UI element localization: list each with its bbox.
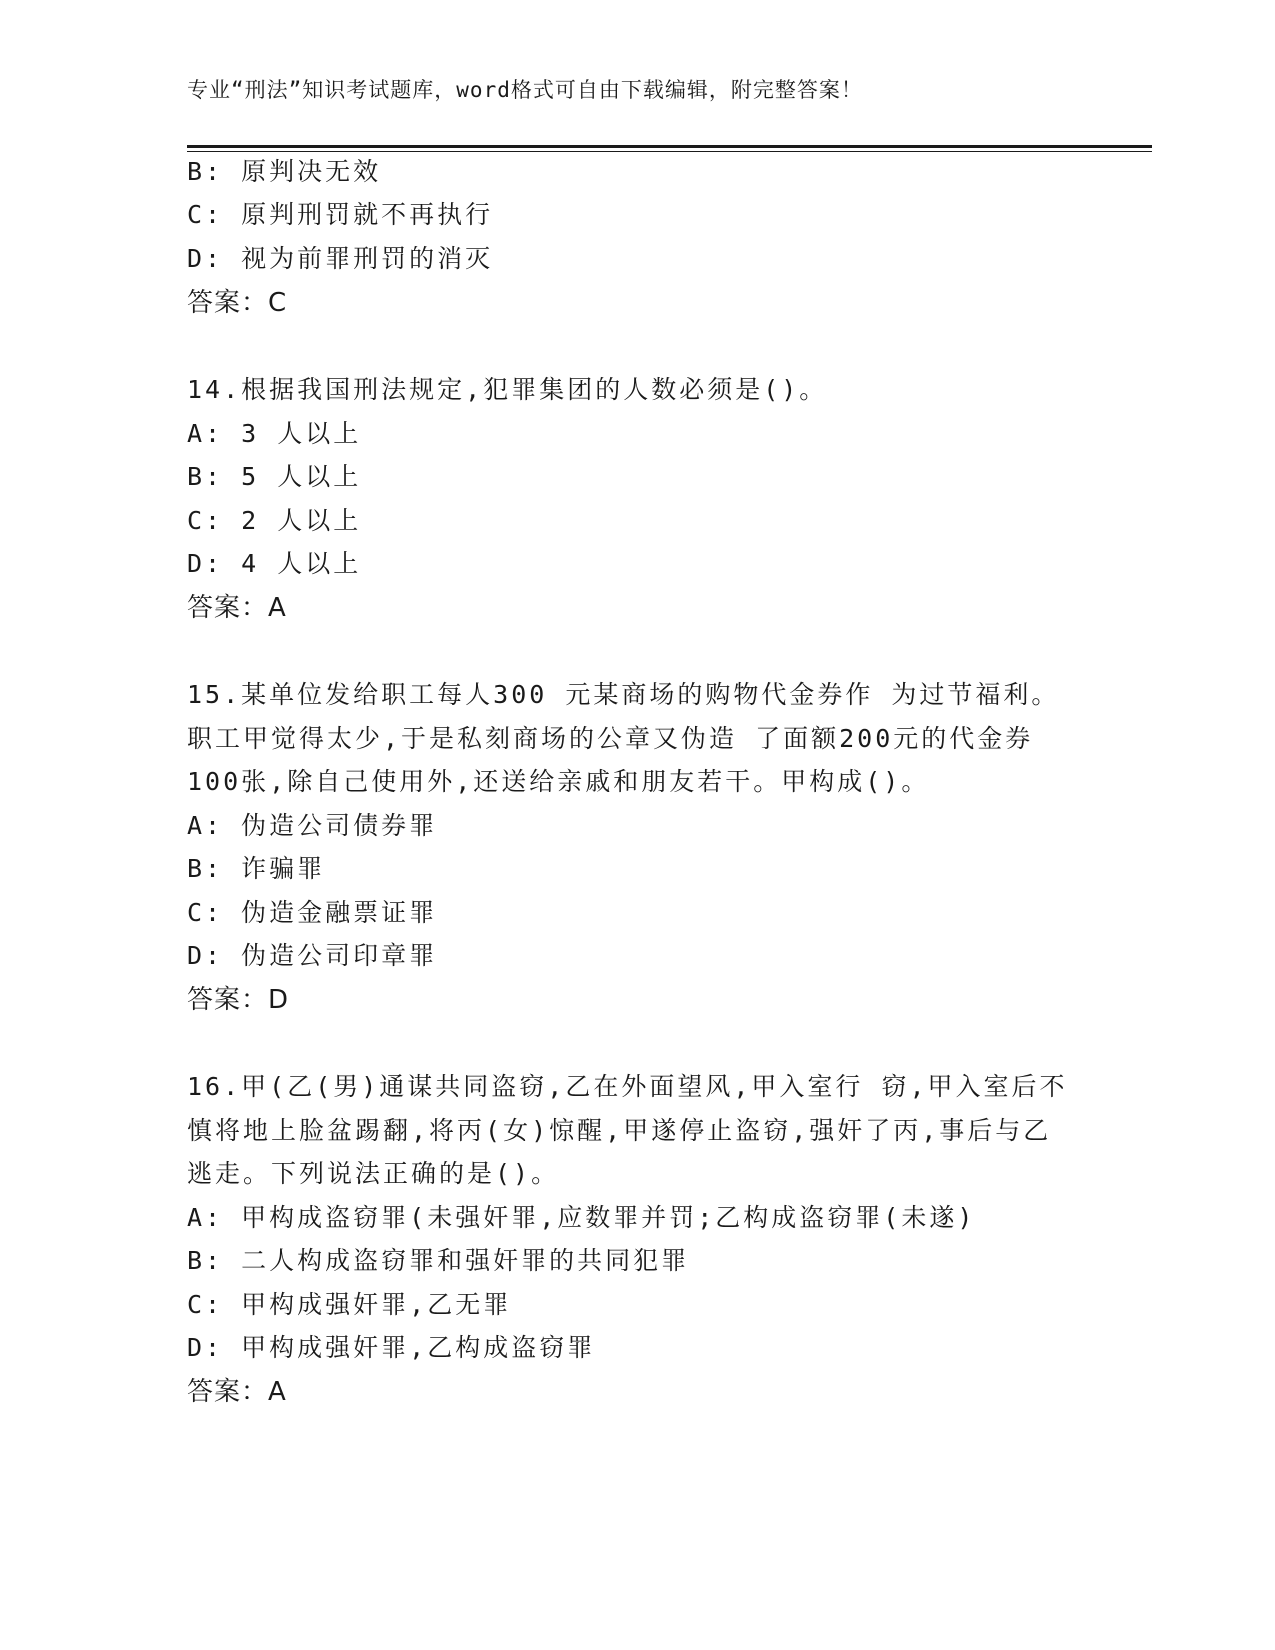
q14-answer: 答案：A (187, 593, 287, 623)
q16-stem-line-3: 逃走。下列说法正确的是()。 (187, 1159, 560, 1188)
q16-stem-line-2: 慎将地上脸盆踢翻,将丙(女)惊醒,甲遂停止盗窃,强奸了丙,事后与乙 (187, 1116, 1052, 1145)
q15-stem-line-3: 100张,除自己使用外,还送给亲戚和朋友若干。甲构成()。 (187, 767, 930, 796)
q16-option-c: C: 甲构成强奸罪,乙无罪 (187, 1290, 512, 1319)
q16-option-b: B: 二人构成盗窃罪和强奸罪的共同犯罪 (187, 1246, 690, 1275)
q14-option-b: B: 5 人以上 (187, 462, 362, 491)
q15-option-a: A: 伪造公司债券罪 (187, 811, 438, 840)
q15-option-b: B: 诈骗罪 (187, 854, 326, 883)
prev-option-c: C: 原判刑罚就不再执行 (187, 200, 494, 229)
q14-stem: 14.根据我国刑法规定,犯罪集团的人数必须是()。 (187, 375, 828, 404)
q15-stem-line-2: 职工甲觉得太少,于是私刻商场的公章又伪造 了面额200元的代金券 (187, 724, 1034, 753)
page-header: 专业“刑法”知识考试题库，word格式可自由下载编辑，附完整答案！ (187, 78, 863, 102)
q16-answer: 答案：A (187, 1377, 287, 1407)
q15-option-c: C: 伪造金融票证罪 (187, 898, 438, 927)
q14-option-a: A: 3 人以上 (187, 419, 362, 448)
q14-option-d: D: 4 人以上 (187, 549, 362, 578)
header-rule-thick (187, 145, 1152, 148)
q15-stem-line-1: 15.某单位发给职工每人300 元某商场的购物代金券作 为过节福利。 (187, 680, 1060, 709)
prev-option-b: B: 原判决无效 (187, 157, 382, 186)
q16-stem-line-1: 16.甲(乙(男)通谋共同盗窃,乙在外面望风,甲入室行 窃,甲入室后不 (187, 1072, 1068, 1101)
q15-answer: 答案：D (187, 985, 290, 1015)
header-rule-thin (187, 151, 1152, 152)
q15-option-d: D: 伪造公司印章罪 (187, 941, 438, 970)
q14-option-c: C: 2 人以上 (187, 506, 362, 535)
prev-option-d: D: 视为前罪刑罚的消灭 (187, 244, 494, 273)
q16-option-d: D: 甲构成强奸罪,乙构成盗窃罪 (187, 1333, 596, 1362)
prev-answer: 答案：C (187, 288, 288, 318)
q16-option-a: A: 甲构成盗窃罪(未强奸罪,应数罪并罚;乙构成盗窃罪(未遂) (187, 1203, 976, 1232)
